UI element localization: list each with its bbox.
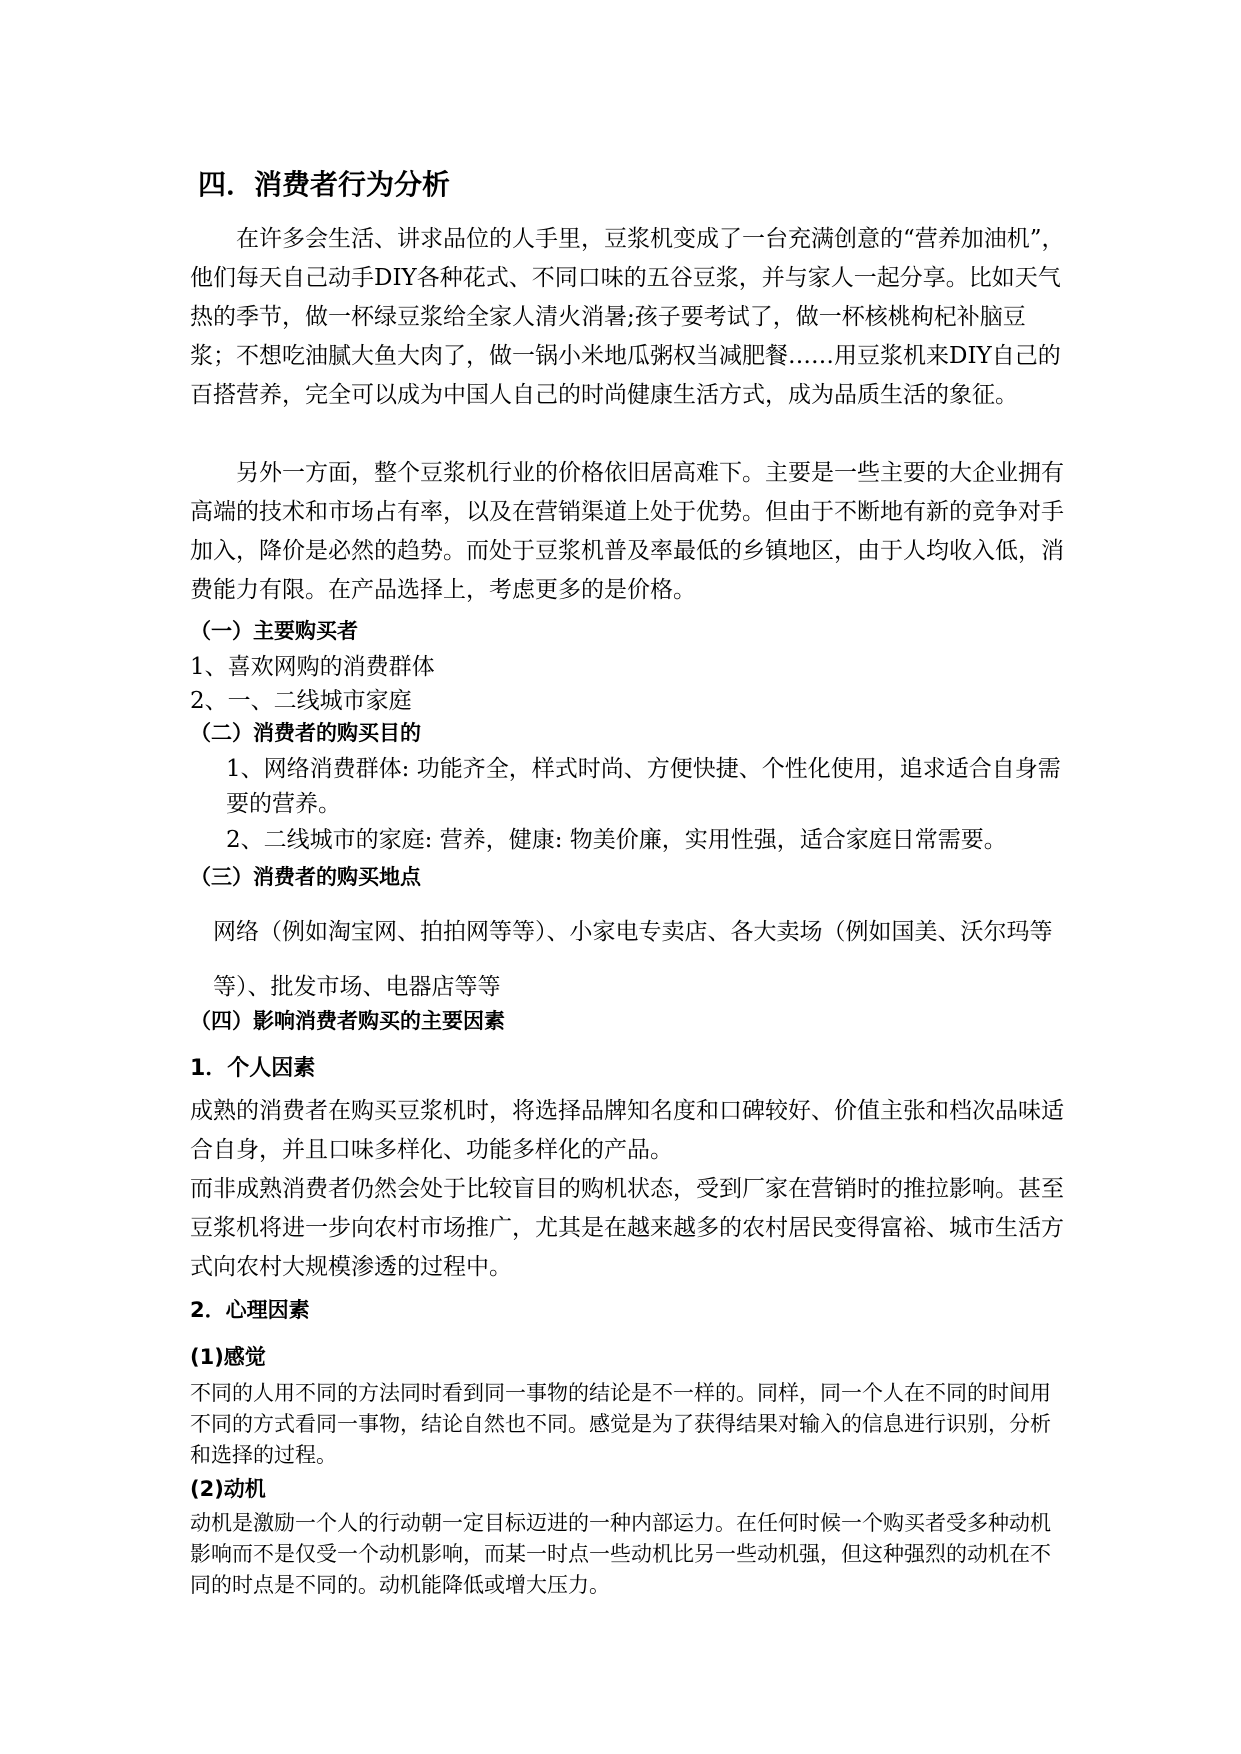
section-3-heading: （三）消费者的购买地点: [190, 865, 421, 889]
section-1-heading: （一）主要购买者: [190, 619, 358, 643]
subsection-personal-heading: 1．个人因素: [190, 1056, 316, 1081]
section-3-text: 网络（例如淘宝网、拍拍网等等）、小家电专卖店、各大卖场（例如国美、沃尔玛等等）、批发市场、电器店等等: [213, 919, 1053, 1000]
section-1-item-2: 2、一、二线城市家庭: [190, 688, 412, 714]
section-2-item-2: 2、二线城市的家庭: 营养，健康: 物美价廉，实用性强，适合家庭日常需要。: [226, 827, 1007, 853]
motive-text: 动机是激励一个人的行动朝一定目标迈进的一种内部运力。在任何时候一个购买者受多种动机影响而不是仅受一个动机影响，而某一时点一些动机比另一些动机强，但这种强烈的动机在不同的时点是不同的。动机能降低或增大压力。: [190, 1511, 1051, 1597]
personal-paragraph-1: 成熟的消费者在购买豆浆机时，将选择品牌知名度和口碑较好、价值主张和档次品味适合自身，并且口味多样化、功能多样化的产品。: [190, 1098, 1064, 1163]
subsection-psychological-heading: 2．心理因素: [190, 1298, 310, 1322]
intro-paragraph-2: 另外一方面，整个豆浆机行业的价格依旧居高难下。主要是一些主要的大企业拥有高端的技术和市场占有率，以及在营销渠道上处于优势。但由于不断地有新的竞争对手加入，降价是必然的趋势。而处于豆浆机普及率最低的乡镇地区，由于人均收入低，消费能力有限。在产品选择上，考虑更多的是价格。: [190, 460, 1064, 603]
motive-heading: (2)动机: [190, 1477, 266, 1501]
section-4-heading: （四）影响消费者购买的主要因素: [190, 1009, 505, 1033]
section-1-item-1: 1、喜欢网购的消费群体: [190, 654, 435, 680]
personal-paragraph-2: 而非成熟消费者仍然会处于比较盲目的购机状态，受到厂家在营销时的推拉影响。甚至豆浆机将进一步向农村市场推广，尤其是在越来越多的农村居民变得富裕、城市生活方式向农村大规模渗透的过程中。: [190, 1176, 1064, 1280]
page-title: 四．消费者行为分析: [198, 168, 451, 201]
section-2-item-1: 1、网络消费群体: 功能齐全，样式时尚、方便快捷、个性化使用，追求适合自身需要的营养。: [226, 756, 1061, 817]
perception-heading: (1)感觉: [190, 1345, 266, 1369]
intro-paragraph-1: 在许多会生活、讲求品位的人手里，豆浆机变成了一台充满创意的“营养加油机”，他们每天自己动手DIY各种花式、不同口味的五谷豆浆，并与家人一起分享。比如天气热的季节，做一杯绿豆浆给全家人清火消暑;孩子要考试了，做一杯核桃枸杞补脑豆浆；不想吃油腻大鱼大肉了，做一锅小米地瓜粥权当减肥餐……用豆浆机来DIY自己的百搭营养，完全可以成为中国人自己的时尚健康生活方式，成为品质生活的象征。: [190, 226, 1065, 408]
section-2-heading: （二）消费者的购买目的: [190, 721, 421, 745]
perception-text: 不同的人用不同的方法同时看到同一事物的结论是不一样的。同样，同一个人在不同的时间用不同的方式看同一事物，结论自然也不同。感觉是为了获得结果对输入的信息进行识别，分析和选择的过程。: [190, 1381, 1051, 1467]
